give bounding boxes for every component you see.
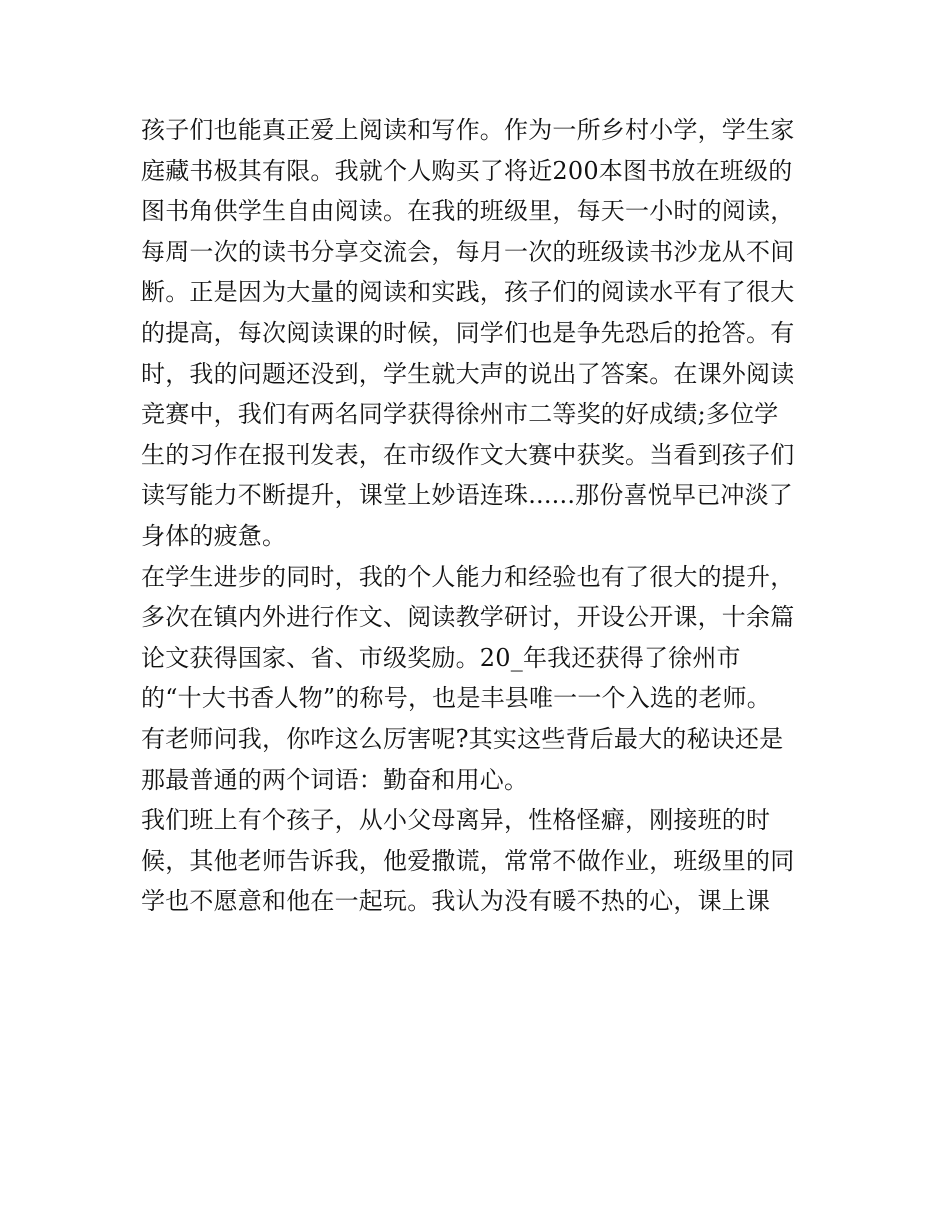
text-line: 身体的疲惫。 (141, 521, 287, 550)
text-line: 我们班上有个孩子，从小父母离异，性格怪癖，刚接班的时 (141, 806, 771, 835)
body-text (141, 110, 821, 922)
text-line: 的“十大书香人物”的称号，也是丰县唯一一个入选的老师。 (141, 684, 771, 713)
text-line: 孩子们也能真正爱上阅读和写作。作为一所乡村小学，学生家 (141, 116, 795, 144)
text-line: 候，其他老师告诉我，他爱撒谎，常常不做作业，班级里的同 (141, 846, 795, 875)
text-line: 学也不愿意和他在一起玩。我认为没有暖不热的心，课上课 (141, 887, 771, 916)
text-line: 多次在镇内外进行作文、阅读教学研讨，开设公开课，十余篇 (141, 603, 795, 632)
text-line: 读写能力不断提升，课堂上妙语连珠......那份喜悦早已冲淡了 (141, 481, 793, 510)
text-line: 断。正是因为大量的阅读和实践，孩子们的阅读水平有了很大 (141, 278, 795, 307)
text-line: 生的习作在报刊发表，在市级作文大赛中获奖。当看到孩子们 (141, 440, 795, 469)
text-line: 图书角供学生自由阅读。在我的班级里，每天一小时的阅读， (141, 197, 795, 226)
text-line: 庭藏书极其有限。我就个人购买了将近200本图书放在班级的 (141, 156, 793, 185)
text-line: 论文获得国家、省、市级奖励。20_年我还获得了徐州市 (141, 643, 741, 672)
text-line: 时，我的问题还没到，学生就大声的说出了答案。在课外阅读 (141, 359, 795, 388)
text-line: 那最普通的两个词语：勤奋和用心。 (141, 765, 529, 794)
text-line: 每周一次的读书分享交流会，每月一次的班级读书沙龙从不间 (141, 237, 795, 266)
text-line: 的提高，每次阅读课的时候，同学们也是争先恐后的抢答。有 (141, 318, 795, 347)
text-line: 有老师问我，你咋这么厉害呢?其实这些背后最大的秘诀还是 (141, 724, 784, 753)
text-line: 竞赛中，我们有两名同学获得徐州市二等奖的好成绩;多位学 (141, 400, 779, 429)
text-line: 在学生进步的同时，我的个人能力和经验也有了很大的提升， (141, 562, 795, 591)
